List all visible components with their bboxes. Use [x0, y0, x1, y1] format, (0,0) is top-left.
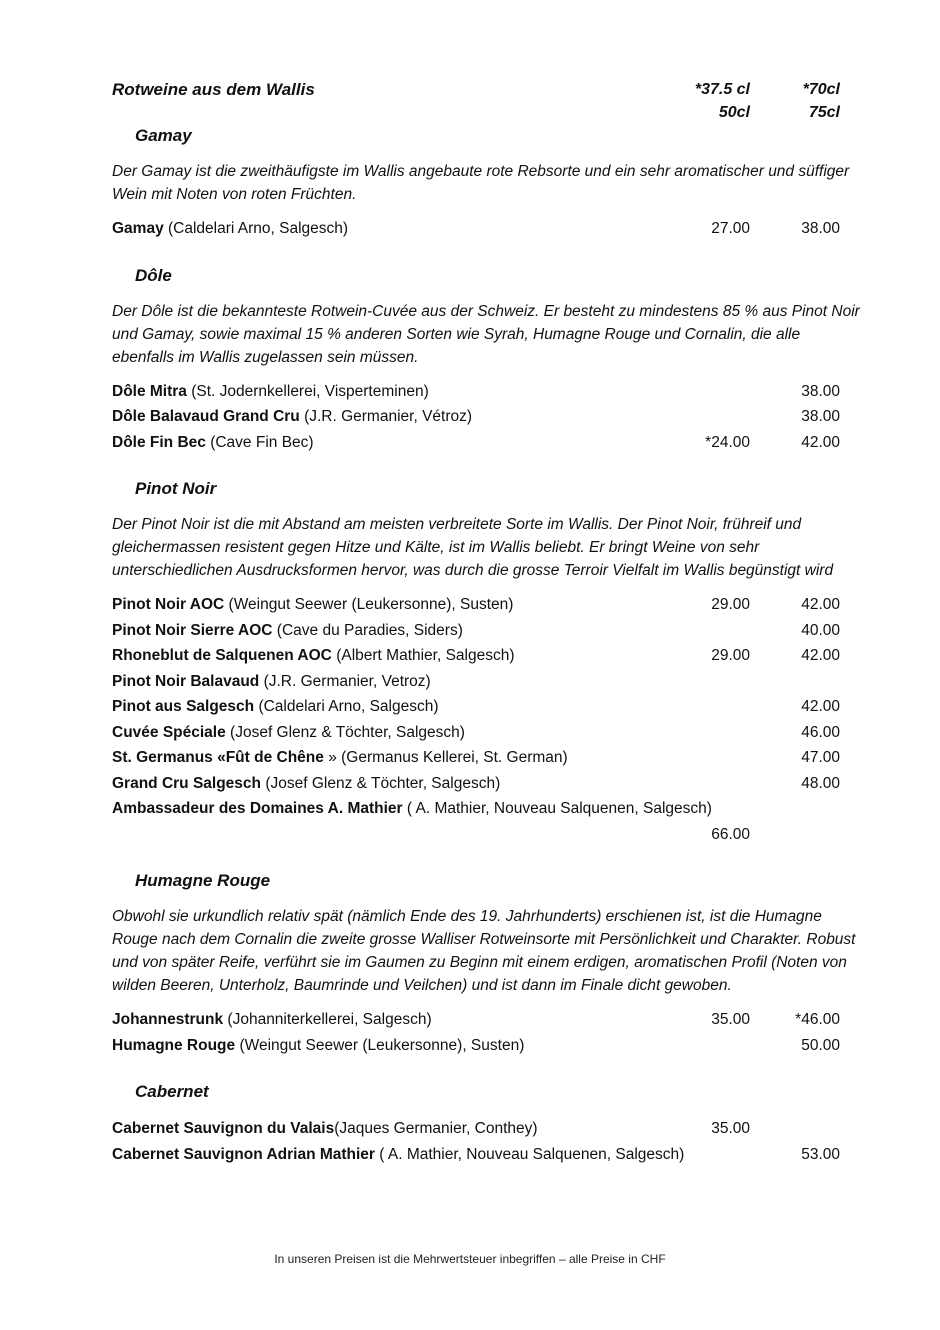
- price-large-bottle: 38.00: [801, 382, 840, 400]
- wine-row: [112, 404, 864, 430]
- wine-name: Dôle Fin Bec: [112, 433, 206, 451]
- wine-producer: (Caldelari Arno, Salgesch): [163, 220, 349, 237]
- wine-name: Pinot Noir Sierre AOC: [112, 621, 273, 639]
- wine-producer: (St. Jodernkellerei, Visperteminen): [186, 382, 429, 400]
- wine-producer: (Weingut Seewer (Leukersonne), Susten): [224, 596, 514, 613]
- wine-producer: (J.R. Germanier, Vetroz): [259, 672, 431, 690]
- wine-row: [112, 1116, 864, 1142]
- column-header-line: 50cl: [718, 104, 750, 121]
- wine-producer: (Cave Fin Bec): [205, 433, 314, 451]
- wine-name: Grand Cru Salgesch: [112, 774, 262, 792]
- wine-name: Pinot Noir Balavaud: [112, 672, 260, 690]
- price-large-bottle: 42.00: [801, 433, 840, 451]
- price-small-bottle: 27.00: [711, 220, 750, 237]
- price-large-bottle: 50.00: [801, 1036, 840, 1054]
- wine-name: Cabernet Sauvignon du Valais: [112, 1120, 335, 1137]
- price-large-bottle: 47.00: [801, 749, 840, 766]
- wine-name: St. Germanus «Fût de Chêne: [112, 749, 324, 766]
- wine-row: [112, 1142, 864, 1168]
- section-spacer: [112, 455, 864, 477]
- wine-row: [112, 745, 864, 771]
- wine-producer: (Albert Mathier, Salgesch): [331, 647, 515, 664]
- section-spacer: [112, 847, 864, 869]
- wine-producer: (Caldelari Arno, Salgesch): [254, 698, 439, 715]
- price-small-bottle: 66.00: [711, 825, 750, 843]
- wine-name: Humagne Rouge: [112, 1036, 236, 1054]
- wine-name: Dôle Balavaud Grand Cru: [112, 408, 300, 425]
- wine-section: [112, 477, 864, 847]
- section-description: Der Gamay ist die zweithäufigste im Wallis angebaute rote Rebsorte und ein sehr aromatischer und süffiger Wein mit Noten von roten Früchten.: [112, 163, 850, 203]
- wine-producer: » (Germanus Kellerei, St. German): [323, 749, 568, 766]
- wine-row: [112, 822, 864, 848]
- wine-section: [112, 1080, 864, 1167]
- wine-row: [112, 720, 864, 746]
- wine-row: [112, 1007, 864, 1033]
- price-large-bottle: 46.00: [801, 723, 840, 741]
- column-header-small-bottle: [630, 78, 750, 124]
- column-header-line: *37.5 cl: [694, 81, 750, 98]
- wine-name: Cabernet Sauvignon Adrian Mathier: [112, 1145, 375, 1163]
- wine-row: [112, 379, 864, 405]
- wine-name: Gamay: [112, 220, 164, 237]
- wine-sections: [112, 124, 864, 1167]
- section-description: Der Dôle ist die bekannteste Rotwein-Cuvée aus der Schweiz. Er besteht zu mindestens 85 % aus Pinot Noir und Gamay, sowie maximal 15 % anderen Sorten wie Syrah, Humagne Rouge und Cornalin, die alle ebenfalls im Wallis zugelassen sein müssen.: [112, 302, 860, 366]
- wine-name: Cuvée Spéciale: [112, 723, 226, 741]
- menu-header: [112, 78, 864, 124]
- section-title: Gamay: [135, 126, 192, 145]
- wine-name: Pinot Noir AOC: [112, 596, 225, 613]
- section-spacer: [112, 1058, 864, 1080]
- section-spacer: [112, 242, 864, 264]
- price-large-bottle: 53.00: [801, 1145, 840, 1163]
- wine-name: Dôle Mitra: [112, 382, 187, 400]
- wine-name: Rhoneblut de Salquenen AOC: [112, 647, 332, 664]
- price-large-bottle: *46.00: [795, 1011, 840, 1028]
- wine-name: Johannestrunk: [112, 1011, 224, 1028]
- wine-name: Pinot aus Salgesch: [112, 698, 255, 715]
- wine-producer: (Johanniterkellerei, Salgesch): [223, 1011, 432, 1028]
- section-description: Der Pinot Noir ist die mit Abstand am meisten verbreitete Sorte im Wallis. Der Pinot Noir, frühreif und gleichermassen resistent gegen Hitze und Kälte, ist im Wallis beliebt. Er bringt Weine von sehr unterschiedlichen Ausdrucksformen hervor, was durch die grosse Terroir Vielfalt im Wallis begünstigt wird: [112, 516, 834, 579]
- section-description: Obwohl sie urkundlich relativ spät (nämlich Ende des 19. Jahrhunderts) erschienen ist, ist die Humagne Rouge nach dem Cornalin die zweite grosse Walliser Rotweinsorte mit Persönlichkeit und Charakter. Robust und von später Reife, verführt sie im Gaumen zu Beginn mit einem erdigen, aromatischen Profil (Noten von wilden Beeren, Unterholz, Baumrinde und Veilchen) und ist dann im Finale dicht gewoben.: [112, 908, 856, 994]
- price-small-bottle: 35.00: [711, 1120, 750, 1137]
- column-header-line: 75cl: [808, 104, 840, 121]
- wine-row: [112, 618, 864, 644]
- price-small-bottle: 29.00: [711, 647, 750, 664]
- wine-producer: (Josef Glenz & Töchter, Salgesch): [225, 723, 465, 741]
- section-title: Cabernet: [135, 1082, 209, 1101]
- wine-producer: (J.R. Germanier, Vétroz): [299, 408, 473, 425]
- wine-row: [112, 771, 864, 797]
- column-header-line: *70cl: [802, 81, 840, 98]
- wine-producer: (Josef Glenz & Töchter, Salgesch): [261, 774, 501, 792]
- wine-row: [112, 694, 864, 720]
- price-small-bottle: *24.00: [705, 433, 750, 451]
- section-spacer: [112, 1104, 864, 1116]
- wine-row: [112, 592, 864, 618]
- wine-row: [112, 430, 864, 456]
- wine-name: Ambassadeur des Domaines A. Mathier: [112, 800, 403, 817]
- section-title: Humagne Rouge: [135, 871, 271, 890]
- price-small-bottle: 29.00: [711, 596, 750, 613]
- page-title: Rotweine aus dem Wallis: [112, 80, 315, 99]
- wine-producer: (Jaques Germanier, Conthey): [334, 1120, 538, 1137]
- wine-row: [112, 216, 864, 242]
- wine-row: [112, 1033, 864, 1059]
- price-large-bottle: 42.00: [801, 647, 840, 664]
- price-footnote: In unseren Preisen ist die Mehrwertsteuer inbegriffen – alle Preise in CHF: [274, 1252, 666, 1266]
- price-small-bottle: 35.00: [711, 1011, 750, 1028]
- wine-section: [112, 869, 864, 1058]
- wine-row: [112, 643, 864, 669]
- price-large-bottle: 38.00: [801, 408, 840, 425]
- wine-producer: ( A. Mathier, Nouveau Salquenen, Salgesch): [374, 1145, 685, 1163]
- price-large-bottle: 42.00: [801, 596, 840, 613]
- wine-producer: (Cave du Paradies, Siders): [272, 621, 463, 639]
- wine-row: [112, 669, 864, 695]
- price-large-bottle: 40.00: [801, 621, 840, 639]
- wine-section: [112, 264, 864, 456]
- price-large-bottle: 48.00: [801, 774, 840, 792]
- section-title: Pinot Noir: [135, 479, 217, 498]
- wine-producer: ( A. Mathier, Nouveau Salquenen, Salgesch): [402, 800, 712, 817]
- price-large-bottle: 38.00: [801, 220, 840, 237]
- wine-menu-page: [112, 78, 864, 1167]
- section-title: Dôle: [135, 265, 172, 285]
- column-header-large-bottle: [760, 78, 840, 124]
- wine-section: [112, 124, 864, 242]
- price-large-bottle: 42.00: [801, 698, 840, 715]
- wine-row: [112, 796, 864, 822]
- wine-producer: (Weingut Seewer (Leukersonne), Susten): [235, 1036, 525, 1054]
